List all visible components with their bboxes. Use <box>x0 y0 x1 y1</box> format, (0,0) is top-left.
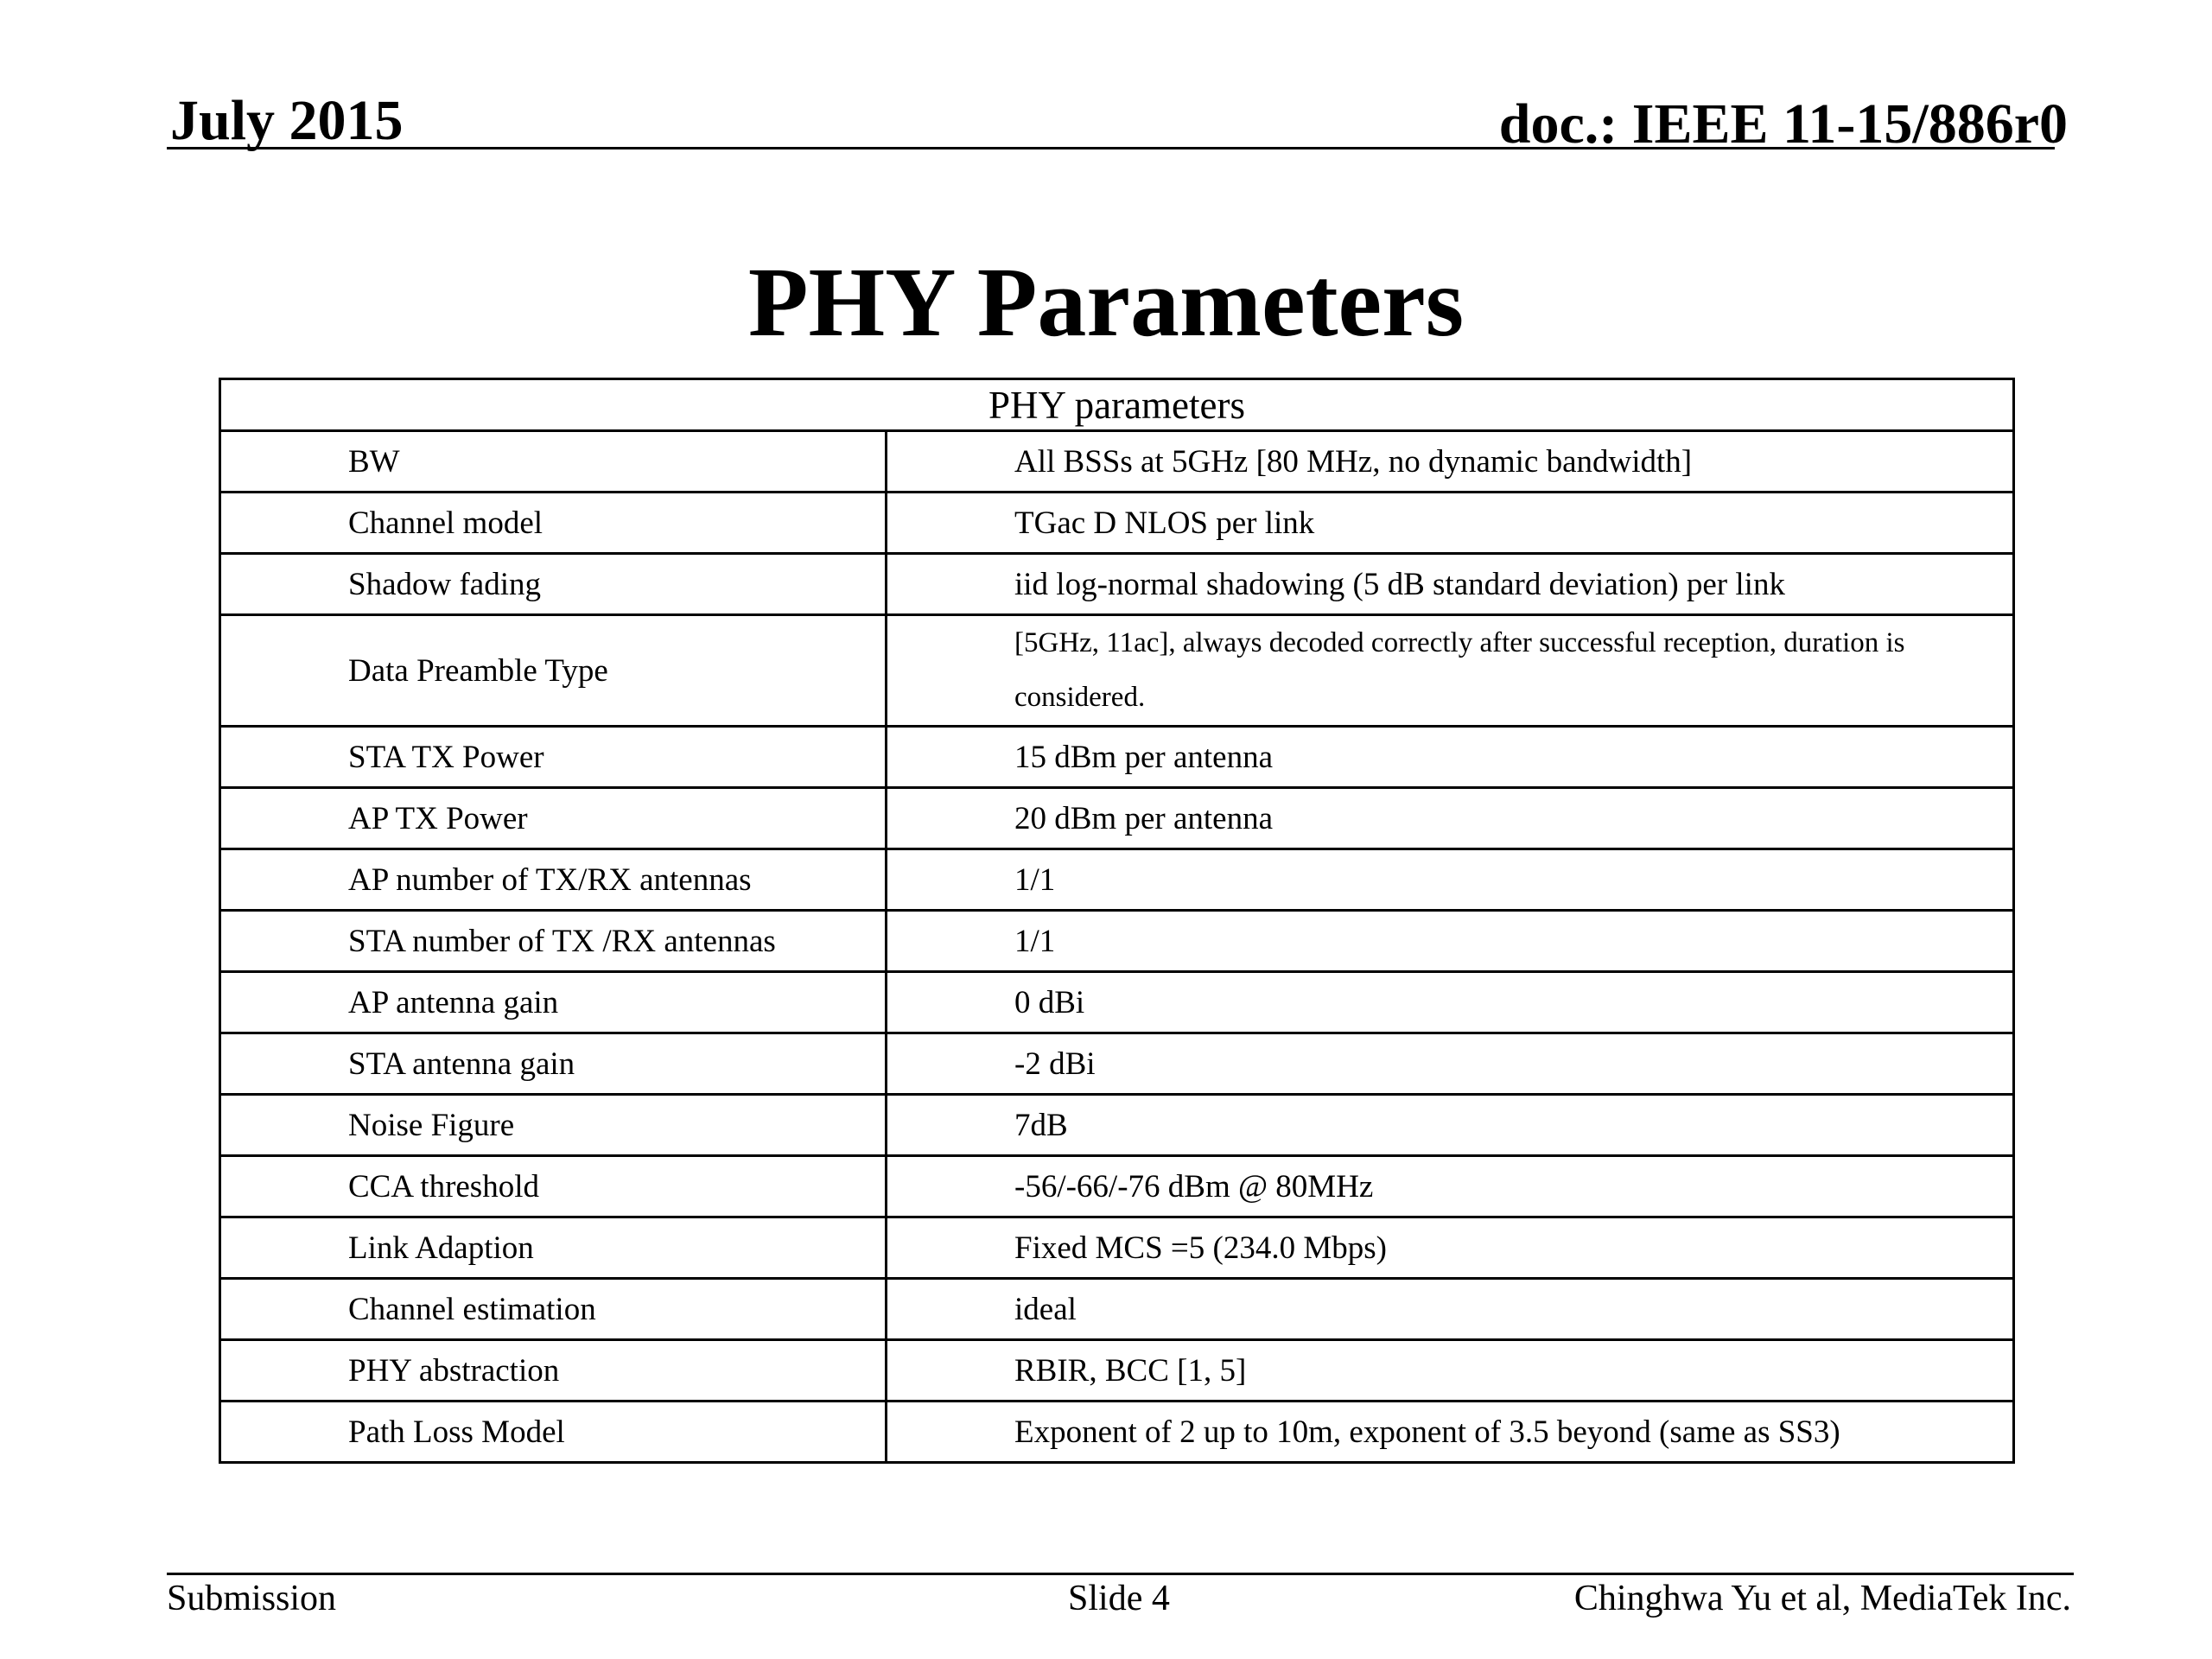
table-row <box>220 788 2014 849</box>
row-value: [5GHz, 11ac], always decoded correctly after successful reception, duration is considered. <box>887 615 2014 727</box>
table-row <box>220 1402 2014 1463</box>
table-row <box>220 911 2014 972</box>
row-value: -56/-66/-76 dBm @ 80MHz <box>887 1156 2014 1217</box>
footer-divider <box>167 1573 2074 1575</box>
row-label: Link Adaption <box>220 1217 887 1279</box>
table-row <box>220 1033 2014 1095</box>
row-value: 1/1 <box>887 911 2014 972</box>
table-row <box>220 1095 2014 1156</box>
table-row <box>220 849 2014 911</box>
table-row <box>220 615 2014 727</box>
row-label: Data Preamble Type <box>220 615 887 727</box>
header-doc-id: doc.: IEEE 11-15/886r0 <box>1498 92 2068 156</box>
row-value: 20 dBm per antenna <box>887 788 2014 849</box>
row-label: CCA threshold <box>220 1156 887 1217</box>
phy-parameters-table <box>219 378 2015 1464</box>
row-value: 1/1 <box>887 849 2014 911</box>
footer-slide-number: Slide 4 <box>1068 1579 1170 1618</box>
row-label: Channel model <box>220 493 887 554</box>
table-row <box>220 1279 2014 1340</box>
row-label: STA number of TX /RX antennas <box>220 911 887 972</box>
table-row <box>220 554 2014 615</box>
row-label: PHY abstraction <box>220 1340 887 1402</box>
row-label: Shadow fading <box>220 554 887 615</box>
table-row <box>220 431 2014 493</box>
header-divider <box>167 147 2055 149</box>
table-row <box>220 972 2014 1033</box>
row-value: All BSSs at 5GHz [80 MHz, no dynamic bandwidth] <box>887 431 2014 493</box>
row-value: -2 dBi <box>887 1033 2014 1095</box>
table-header-row <box>220 379 2014 431</box>
row-label: BW <box>220 431 887 493</box>
table-row <box>220 493 2014 554</box>
row-value: ideal <box>887 1279 2014 1340</box>
footer-submission: Submission <box>167 1579 337 1618</box>
row-value: 15 dBm per antenna <box>887 727 2014 788</box>
row-value: TGac D NLOS per link <box>887 493 2014 554</box>
row-label: Channel estimation <box>220 1279 887 1340</box>
row-value: 0 dBi <box>887 972 2014 1033</box>
row-label: STA TX Power <box>220 727 887 788</box>
table-row <box>220 1340 2014 1402</box>
row-value: Fixed MCS =5 (234.0 Mbps) <box>887 1217 2014 1279</box>
row-label: AP TX Power <box>220 788 887 849</box>
row-label: AP antenna gain <box>220 972 887 1033</box>
row-value: Exponent of 2 up to 10m, exponent of 3.5 beyond (same as SS3) <box>887 1402 2014 1463</box>
slide-title: PHY Parameters <box>747 247 1465 357</box>
table-row <box>220 1156 2014 1217</box>
row-label: STA antenna gain <box>220 1033 887 1095</box>
row-label: Noise Figure <box>220 1095 887 1156</box>
header-date: July 2015 <box>170 89 404 152</box>
table-row <box>220 1217 2014 1279</box>
row-value: iid log-normal shadowing (5 dB standard deviation) per link <box>887 554 2014 615</box>
row-value: RBIR, BCC [1, 5] <box>887 1340 2014 1402</box>
footer-author: Chinghwa Yu et al, MediaTek Inc. <box>1573 1579 2071 1618</box>
row-value: 7dB <box>887 1095 2014 1156</box>
table-heading: PHY parameters <box>220 379 2014 431</box>
table-row <box>220 727 2014 788</box>
row-label: Path Loss Model <box>220 1402 887 1463</box>
row-label: AP number of TX/RX antennas <box>220 849 887 911</box>
